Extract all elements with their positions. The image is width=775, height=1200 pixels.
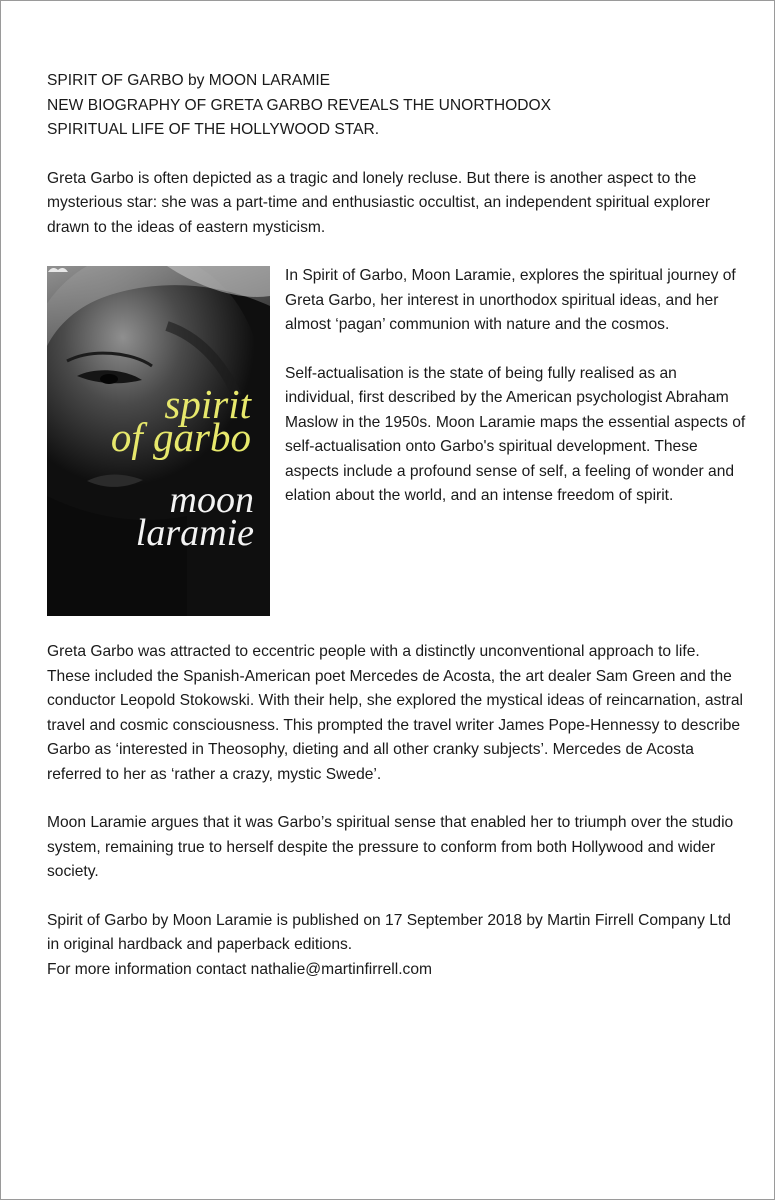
book-summary-paragraph: In Spirit of Garbo, Moon Laramie, explores the spiritual journey of Greta Garbo, her interest in unorthodox spiritual ideas, and her almost ‘pagan’ communion with nature and the cosmos. bbox=[285, 267, 736, 333]
eccentric-friends-paragraph: Greta Garbo was attracted to eccentric people with a distinctly unconventional approach to life. These included the Spanish-American poet Mercedes de Acosta, the art dealer Sam Green and the conductor Leopold Stokowski. With their help, she explored the mystical ideas of reincarnation, astral travel and cosmic consciousness. This prompted the travel writer James Pope-Hennessy to describe Garbo as ‘interested in Theosophy, dieting and all other cranky subjects’. Mercedes de Acosta referred to her as ‘rather a crazy, mystic Swede’. bbox=[47, 643, 744, 783]
cover-author-line-2: laramie bbox=[135, 512, 254, 554]
publication-details: Spirit of Garbo by Moon Laramie is published on 17 September 2018 by Martin Firrell Company Ltd in original hardback and paperback editions. bbox=[47, 911, 731, 953]
headline bbox=[47, 69, 747, 143]
cover-author-line-1: moon bbox=[169, 479, 254, 521]
cover-title-line-1: spirit bbox=[164, 381, 251, 427]
cover-author bbox=[47, 479, 254, 554]
headline-line-1: SPIRIT OF GARBO by MOON LARAMIE bbox=[47, 72, 331, 89]
argument-paragraph: Moon Laramie argues that it was Garbo’s spiritual sense that enabled her to triumph over the studio system, remaining true to herself despite the pressure to conform from both Hollywood and wider society. bbox=[47, 814, 734, 880]
cover-section bbox=[47, 264, 747, 616]
self-actualisation-paragraph: Self-actualisation is the state of being fully realised as an individual, first described by the American psychologist Abraham Maslow in the 1950s. Moon Laramie maps the essential aspects of self-actualisation onto Garbo's spiritual development. These aspects include a profound sense of self, a feeling of wonder and elation about the world, and an intense freedom of spirit. bbox=[285, 364, 746, 504]
headline-line-2: NEW BIOGRAPHY OF GRETA GARBO REVEALS THE UNORTHODOX bbox=[47, 96, 552, 114]
cover-title-line-2: of garbo bbox=[110, 414, 251, 460]
intro-paragraph: Greta Garbo is often depicted as a tragic and lonely recluse. But there is another aspect to the mysterious star: she was a part-time and enthusiastic occultist, an independent spiritual explorer drawn to the ideas of eastern mysticism. bbox=[47, 169, 711, 236]
headline-line-3: SPIRITUAL LIFE OF THE HOLLYWOOD STAR. bbox=[47, 121, 380, 138]
book-cover-image bbox=[47, 266, 270, 616]
press-release-content bbox=[47, 69, 747, 982]
cover-title bbox=[47, 381, 251, 460]
publication-info bbox=[47, 909, 747, 983]
cover-side-text bbox=[285, 264, 747, 509]
contact-line: For more information contact nathalie@martinfirrell.com bbox=[47, 960, 433, 978]
publisher-logo-icon bbox=[47, 266, 69, 274]
